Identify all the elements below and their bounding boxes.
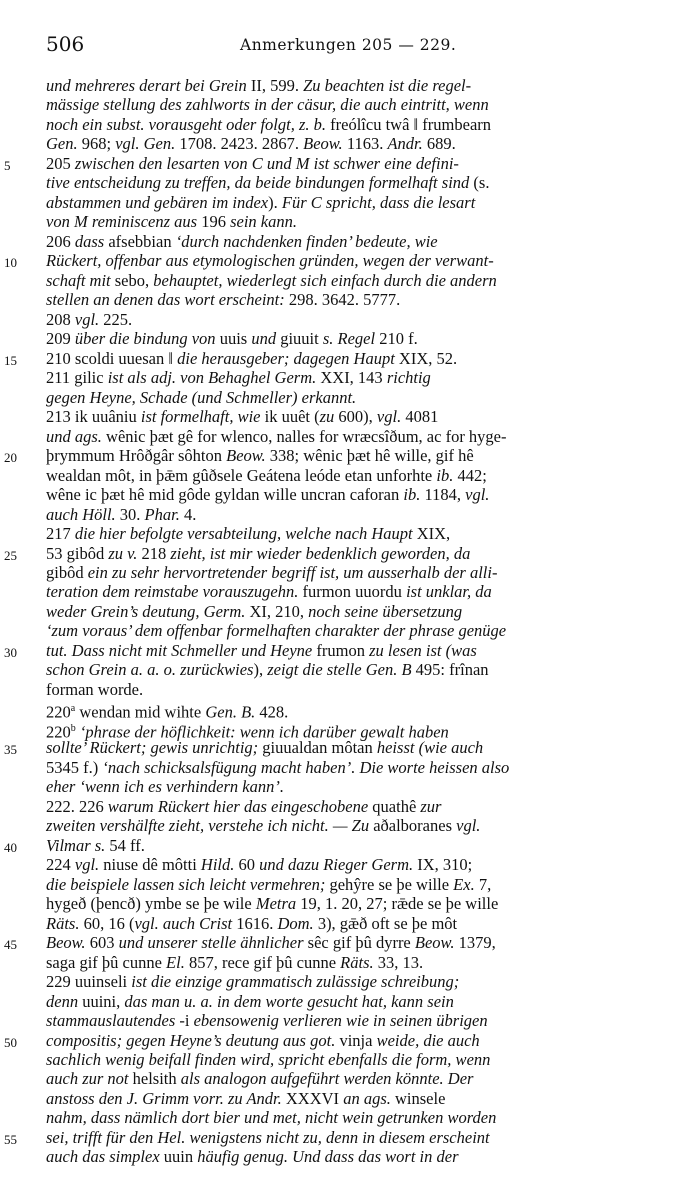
text-line bbox=[46, 154, 459, 174]
text-segment: vgl. Gen. bbox=[115, 134, 176, 154]
page-number: 506 bbox=[46, 32, 85, 56]
text-segment: 60, 16 ( bbox=[79, 913, 135, 933]
text-segment: 7, bbox=[474, 874, 492, 894]
text-segment: 689. bbox=[422, 134, 456, 154]
text-segment: im index bbox=[211, 192, 269, 212]
text-line bbox=[46, 758, 509, 778]
text-segment: schon Grein a. a. o. zurückwies bbox=[46, 660, 254, 680]
text-segment: 218 bbox=[137, 543, 171, 563]
text-segment: teration dem reimstabe vorauszugehn. bbox=[46, 582, 303, 602]
text-segment: 1163. bbox=[342, 134, 388, 154]
text-segment: vgl. bbox=[74, 855, 100, 875]
text-segment: 220 bbox=[46, 702, 71, 722]
text-segment: das man u. a. in dem worte gesucht hat, kann sein bbox=[124, 991, 454, 1011]
text-segment: heisst (wie auch bbox=[376, 738, 484, 758]
text-line bbox=[46, 1031, 480, 1051]
text-segment: schaft mit bbox=[46, 270, 115, 290]
text-segment: ). bbox=[268, 192, 282, 212]
line-number: 30 bbox=[4, 644, 17, 660]
text-line bbox=[46, 485, 489, 505]
text-line bbox=[46, 875, 491, 895]
text-segment: 224 bbox=[46, 855, 75, 875]
text-segment: 213 ik uuâniu bbox=[46, 407, 141, 427]
text-segment: 1184, bbox=[420, 485, 466, 505]
text-segment: 4081 bbox=[401, 407, 439, 427]
text-line bbox=[46, 134, 456, 154]
text-segment: Beow. bbox=[226, 446, 266, 466]
text-line bbox=[46, 427, 507, 447]
text-line bbox=[46, 992, 454, 1012]
text-segment: anstoss den J. Grimm vorr. zu Andr. bbox=[46, 1088, 286, 1108]
text-segment: sebo, bbox=[114, 270, 154, 290]
text-line bbox=[46, 1069, 473, 1089]
text-segment: 229 uuinseli bbox=[46, 972, 132, 992]
text-segment: furmon uuordu bbox=[302, 582, 407, 602]
text-segment: 206 bbox=[46, 231, 75, 251]
text-segment: gehŷre se þe wille bbox=[329, 874, 454, 894]
text-segment: giuuit bbox=[280, 329, 323, 349]
text-line bbox=[46, 232, 438, 252]
text-segment: giuualdan môtan bbox=[262, 738, 377, 758]
text-segment: Hild. bbox=[200, 855, 235, 875]
text-segment: zu lesen ist (was bbox=[369, 640, 477, 660]
text-segment: afsebbian bbox=[108, 231, 176, 251]
text-segment: mässige stellung des zahlworts in der cäsur, die auch eintritt, wenn bbox=[46, 95, 489, 115]
text-segment: XXI, 143 bbox=[320, 368, 387, 388]
text-segment: 54 ff. bbox=[105, 835, 145, 855]
text-segment: behauptet, wiederlegt sich einfach durch die andern bbox=[153, 270, 497, 290]
text-segment: die hier befolgte versabteilung, welche nach Haupt bbox=[74, 524, 417, 544]
line-number: 35 bbox=[4, 742, 17, 758]
superscript: a bbox=[70, 703, 76, 715]
text-segment: 3), gǣð oft se þe môt bbox=[313, 913, 458, 933]
text-segment: weder Grein’s deutung, Germ. bbox=[46, 601, 250, 621]
text-segment: Ex. bbox=[453, 874, 475, 894]
text-segment: 210 scoldi uuesan ‖ bbox=[46, 348, 178, 368]
text-segment: zu bbox=[319, 407, 335, 427]
text-line bbox=[46, 368, 431, 388]
text-line bbox=[46, 914, 457, 934]
text-segment: richtig bbox=[386, 368, 431, 388]
text-segment: wêne ic þæt hê mid gôde gyldan wille uncran caforan bbox=[46, 485, 404, 505]
text-line bbox=[46, 1147, 459, 1167]
text-line bbox=[46, 1108, 496, 1128]
text-segment: niuse dê môtti bbox=[99, 855, 201, 875]
text-segment: 30. bbox=[115, 504, 145, 524]
text-segment: s. Regel bbox=[322, 329, 380, 349]
text-segment: und bbox=[251, 329, 281, 349]
text-line bbox=[46, 972, 459, 992]
text-segment: zieht, ist mir wieder bedenklich geworden, da bbox=[170, 543, 471, 563]
text-line bbox=[46, 1050, 490, 1070]
text-segment: dass bbox=[74, 231, 109, 251]
text-segment: ebensowenig verlieren wie in seinen übrigen bbox=[193, 1011, 488, 1031]
text-line bbox=[46, 777, 284, 797]
text-line bbox=[46, 602, 462, 622]
text-segment: compositis; gegen Heyne’s deutung aus got. bbox=[46, 1030, 340, 1050]
text-line bbox=[46, 582, 492, 602]
text-segment: Beow. bbox=[303, 134, 343, 154]
text-segment: 217 bbox=[46, 524, 75, 544]
text-segment: stammauslautendes bbox=[46, 1011, 180, 1031]
text-segment: 857, rece gif þû cunne bbox=[184, 952, 341, 972]
text-segment: 968; bbox=[77, 134, 116, 154]
text-segment: ‘nach schicksalsfügung macht haben’. Die worte heissen also bbox=[102, 757, 510, 777]
text-segment: uuini, bbox=[82, 991, 125, 1011]
text-segment: warum Rückert hier das eingeschobene bbox=[107, 796, 373, 816]
text-segment: zwischen den lesarten von C und M ist schwer eine defini- bbox=[74, 153, 459, 173]
text-line bbox=[46, 310, 132, 330]
text-segment: -i bbox=[179, 1011, 194, 1031]
text-segment: sollte’ Rückert; gewis unrichtig; bbox=[46, 738, 263, 758]
text-segment: auch das simplex bbox=[46, 1147, 164, 1167]
text-segment: 428. bbox=[255, 702, 289, 722]
text-segment: Räts. bbox=[46, 913, 80, 933]
text-segment: þrymmum Hrôðgâr sôhton bbox=[46, 446, 227, 466]
text-segment: saga gif þû cunne bbox=[46, 952, 167, 972]
text-segment: Für C spricht, dass die lesart bbox=[281, 192, 476, 212]
text-segment: weide, die auch bbox=[376, 1030, 480, 1050]
text-segment: stellen an denen das wort erscheint: bbox=[46, 290, 289, 310]
text-segment: Vilmar s. bbox=[46, 835, 106, 855]
text-segment: ik uuêt ( bbox=[264, 407, 320, 427]
text-segment: ib. bbox=[436, 465, 454, 485]
text-segment: ‘phrase der höflichkeit: wenn ich darüber gewalt haben bbox=[79, 722, 449, 742]
text-segment: noch ein subst. vorausgeht oder folgt, z. b. bbox=[46, 114, 331, 134]
text-segment: 600), bbox=[334, 407, 377, 427]
text-segment: noch seine übersetzung bbox=[308, 601, 463, 621]
text-segment: 5345 f.) bbox=[46, 757, 103, 777]
text-segment: eher ‘wenn ich es verhindern kann’. bbox=[46, 777, 284, 797]
text-segment: 338; wênic þæt hê wille, gif hê bbox=[265, 446, 474, 466]
text-segment: 442; bbox=[453, 465, 487, 485]
text-segment: an ags. bbox=[343, 1088, 395, 1108]
text-segment: 220 bbox=[46, 722, 71, 742]
text-segment: Beow. bbox=[46, 933, 86, 953]
text-segment: die beispiele lassen sich leicht vermehren; bbox=[46, 874, 330, 894]
text-segment: abstammen und gebären bbox=[46, 192, 212, 212]
text-segment: 1379, bbox=[454, 933, 496, 953]
text-segment: ist die einzige grammatisch zulässige schreibung; bbox=[131, 972, 460, 992]
text-line bbox=[46, 76, 471, 96]
text-segment: ein zu sehr hervortretender begriff ist, um ausserhalb der alli- bbox=[87, 563, 498, 582]
line-number: 25 bbox=[4, 547, 17, 563]
text-segment: vgl. bbox=[376, 407, 402, 427]
line-number: 45 bbox=[4, 937, 17, 953]
text-line bbox=[46, 1089, 445, 1109]
text-segment: forman worde. bbox=[46, 679, 144, 699]
text-segment: ist unklar, da bbox=[406, 582, 492, 602]
line-number: 55 bbox=[4, 1131, 17, 1147]
text-segment: 4. bbox=[179, 504, 197, 524]
text-segment: hygeð (þencð) ymbe se þe wile bbox=[46, 894, 256, 914]
text-segment: ist formelhaft, wie bbox=[140, 407, 265, 427]
text-segment: vgl. auch Crist bbox=[134, 913, 233, 933]
text-segment: zu v. bbox=[108, 543, 138, 563]
text-segment: 225. bbox=[99, 309, 133, 329]
text-segment: über die bindung von bbox=[74, 329, 220, 349]
text-segment: ib. bbox=[403, 485, 421, 505]
text-segment: Gen. bbox=[46, 134, 78, 154]
text-segment: freólîcu twâ ‖ frumbearn bbox=[330, 114, 492, 134]
text-segment: 298. 3642. 5777. bbox=[288, 290, 401, 310]
text-line bbox=[46, 641, 477, 661]
text-segment: tut. Dass nicht mit Schmeller und Heyne bbox=[46, 640, 317, 660]
text-line bbox=[46, 271, 497, 291]
superscript: b bbox=[70, 722, 76, 734]
text-segment: 210 f. bbox=[379, 329, 418, 349]
text-segment: El. bbox=[166, 952, 185, 972]
text-segment: Räts. bbox=[340, 952, 374, 972]
text-segment: zweiten vershälfte zieht, verstehe ich nicht. — Zu bbox=[46, 816, 374, 836]
text-line bbox=[46, 797, 441, 817]
text-segment: wênic þæt gê for wlenco, nalles for wræcsîðum, ac for hyge- bbox=[106, 426, 507, 446]
text-line bbox=[46, 466, 487, 486]
text-segment: Gen. B. bbox=[205, 702, 256, 722]
text-segment: vinja bbox=[339, 1030, 377, 1050]
text-segment: 208 bbox=[46, 309, 75, 329]
line-number: 40 bbox=[4, 839, 17, 855]
text-segment: zur bbox=[420, 796, 442, 816]
text-segment: XIX, 52. bbox=[398, 348, 458, 368]
text-segment: uuin bbox=[163, 1147, 198, 1167]
text-segment: und dazu Rieger Germ. bbox=[259, 855, 414, 875]
text-segment: uuis bbox=[219, 329, 252, 349]
text-line bbox=[46, 933, 496, 953]
text-segment: helsith bbox=[132, 1069, 181, 1089]
text-line bbox=[46, 1011, 488, 1031]
text-line bbox=[46, 95, 489, 115]
text-segment: 33, 13. bbox=[373, 952, 424, 972]
text-segment: XI, 210, bbox=[249, 601, 309, 621]
text-segment: Phar. bbox=[144, 504, 180, 524]
text-segment: und ags. bbox=[46, 426, 107, 446]
text-segment: IX, 310; bbox=[413, 855, 473, 875]
text-line bbox=[46, 621, 506, 641]
text-segment: 53 gibôd bbox=[46, 543, 109, 563]
text-segment: nahm, dass nämlich dort bier und met, nicht wein getrunken worden bbox=[46, 1108, 497, 1128]
text-segment: auch Höll. bbox=[46, 504, 116, 524]
text-segment: gibôd bbox=[46, 563, 88, 582]
line-number: 20 bbox=[4, 450, 17, 466]
text-line bbox=[46, 407, 438, 427]
text-segment: 1616. bbox=[232, 913, 278, 933]
text-segment: aðalboranes bbox=[373, 816, 457, 836]
line-number: 5 bbox=[4, 157, 11, 173]
text-segment: tive entscheidung zu treffen, da beide bindungen formelhaft sind bbox=[46, 173, 474, 193]
text-segment: ‘durch nachdenken finden’ bedeute, wie bbox=[175, 231, 438, 251]
text-line bbox=[46, 349, 457, 369]
text-line bbox=[46, 855, 472, 875]
text-segment: denn bbox=[46, 991, 83, 1011]
text-line bbox=[46, 290, 400, 310]
text-line bbox=[46, 388, 356, 408]
text-line bbox=[46, 544, 470, 564]
line-number: 15 bbox=[4, 352, 17, 368]
text-segment: ), bbox=[253, 660, 268, 680]
text-segment: gegen Heyne, Schade (und Schmeller) erkannt. bbox=[46, 387, 357, 407]
text-segment: und mehreres derart bei Grein bbox=[46, 76, 251, 95]
text-segment: 205 bbox=[46, 153, 75, 173]
line-number: 50 bbox=[4, 1034, 17, 1050]
text-line bbox=[46, 816, 480, 836]
text-line bbox=[46, 894, 498, 914]
text-line bbox=[46, 446, 474, 466]
text-segment: vgl. bbox=[456, 816, 481, 836]
text-segment: die herausgeber; dagegen Haupt bbox=[177, 348, 399, 368]
text-segment: 196 bbox=[201, 212, 231, 232]
text-line bbox=[46, 836, 145, 856]
text-segment: frumon bbox=[316, 640, 370, 660]
text-line bbox=[46, 505, 196, 525]
running-title: Anmerkungen 205 — 229. bbox=[240, 36, 457, 54]
text-segment: XIX, bbox=[416, 524, 451, 544]
text-segment: sêc gif þû dyrre bbox=[307, 933, 415, 953]
text-line bbox=[46, 953, 423, 973]
text-line bbox=[46, 115, 491, 135]
text-segment: ist als adj. von Behaghel Germ. bbox=[107, 368, 321, 388]
text-line bbox=[46, 524, 450, 544]
text-segment: winsele bbox=[394, 1088, 446, 1108]
text-line bbox=[46, 251, 494, 271]
text-segment: sein kann. bbox=[230, 212, 297, 232]
text-segment: zeigt die stelle Gen. B bbox=[267, 660, 416, 680]
text-segment: wealdan môt, in þǣm gûðsele Geátena leóde etan unforhte bbox=[46, 465, 437, 485]
text-segment: vgl. bbox=[465, 485, 490, 505]
text-segment: Andr. bbox=[387, 134, 423, 154]
text-line bbox=[46, 680, 143, 700]
text-segment: ‘zum voraus’ dem offenbar formelhaften charakter der phrase genüge bbox=[46, 621, 507, 641]
text-line bbox=[46, 193, 475, 213]
text-line bbox=[46, 660, 489, 680]
text-segment: als analogon aufgeführt werden könnte. Der bbox=[180, 1069, 474, 1089]
text-segment: XXXVI bbox=[285, 1088, 344, 1108]
text-segment: 209 bbox=[46, 329, 75, 349]
text-segment: Dom. bbox=[277, 913, 314, 933]
text-line bbox=[46, 1128, 490, 1148]
text-segment: quathê bbox=[372, 796, 421, 816]
text-line bbox=[46, 738, 483, 758]
text-segment: sachlich wenig beifall finden wird, spricht ebenfalls die form, wenn bbox=[46, 1050, 491, 1069]
text-line bbox=[46, 563, 497, 583]
text-segment: (s. bbox=[473, 173, 490, 193]
text-line bbox=[46, 173, 489, 193]
text-segment: 603 bbox=[85, 933, 119, 953]
text-segment: vgl. bbox=[74, 309, 100, 329]
text-line bbox=[46, 329, 418, 349]
text-segment: Metra bbox=[255, 894, 297, 914]
text-segment: 60 bbox=[234, 855, 260, 875]
text-segment: auch zur not bbox=[46, 1069, 133, 1089]
text-line bbox=[46, 212, 297, 232]
text-segment: 1708. 2423. 2867. bbox=[175, 134, 304, 154]
text-segment: 222. 226 bbox=[46, 796, 108, 816]
text-segment: 19, 1. 20, 27; rǣde se þe wille bbox=[296, 894, 499, 914]
text-segment: wendan mid wihte bbox=[75, 702, 206, 722]
text-segment: Beow. bbox=[414, 933, 455, 953]
text-segment: von M reminiscenz aus bbox=[46, 212, 202, 232]
line-number: 10 bbox=[4, 255, 17, 271]
text-segment: und unserer stelle ähnlicher bbox=[118, 933, 308, 953]
text-segment: häufig genug. Und dass das wort in der bbox=[197, 1147, 459, 1167]
text-segment: 211 gilic bbox=[46, 368, 108, 388]
text-segment: Rückert, offenbar aus etymologischen gründen, wegen der verwant- bbox=[46, 251, 494, 271]
text-segment: Zu beachten ist die regel- bbox=[303, 76, 472, 95]
text-segment: sei, trifft für den Hel. wenigstens nicht zu, denn in diesem erscheint bbox=[46, 1127, 490, 1147]
text-segment: II, 599. bbox=[250, 76, 304, 95]
text-segment: 495: frînan bbox=[415, 660, 489, 680]
